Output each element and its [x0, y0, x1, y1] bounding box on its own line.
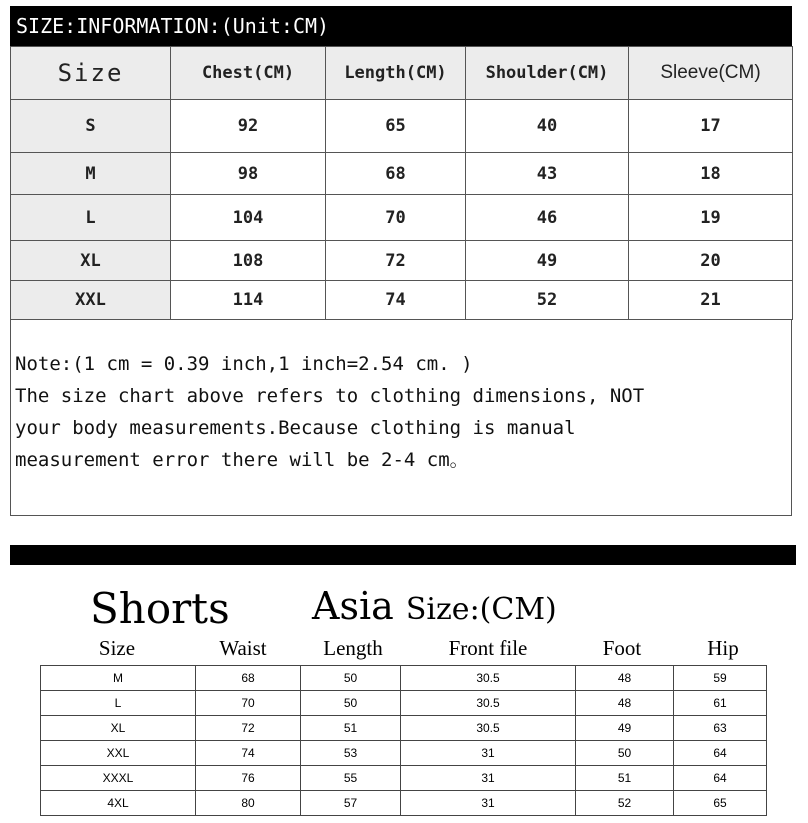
- column-header-hip: Hip: [707, 636, 739, 660]
- foot-cell: 50: [576, 741, 674, 766]
- hip-cell: 63: [674, 716, 767, 741]
- table-row: [41, 791, 767, 816]
- sleeve-cell: 21: [629, 281, 793, 320]
- length-cell: 51: [301, 716, 401, 741]
- size-cell: S: [11, 100, 171, 153]
- measurement-note: [10, 320, 792, 516]
- length-cell: 74: [326, 281, 466, 320]
- length-cell: 65: [326, 100, 466, 153]
- hip-cell: 59: [674, 666, 767, 691]
- asia-label: Asia: [312, 584, 394, 628]
- size-cell: M: [41, 666, 196, 691]
- sleeve-cell: 17: [629, 100, 793, 153]
- table-row: [11, 153, 793, 195]
- size-label: Size: [405, 592, 470, 627]
- column-header-size: Size: [98, 636, 136, 660]
- size-cell: XXL: [11, 281, 171, 320]
- column-header-sleeve: Sleeve(CM): [629, 47, 793, 100]
- length-cell: 70: [326, 195, 466, 241]
- foot-cell: 48: [576, 666, 674, 691]
- table-row: [11, 195, 793, 241]
- size-information-header: SIZE:INFORMATION:(Unit:CM): [10, 6, 792, 46]
- front-file-cell: 31: [401, 741, 576, 766]
- shoulder-cell: 52: [466, 281, 629, 320]
- hip-cell: 64: [674, 766, 767, 791]
- note-line: measurement error there will be 2-4 cm。: [15, 449, 469, 471]
- note-line: your body measurements.Because clothing is manual: [15, 417, 576, 439]
- tops-size-table: [10, 46, 793, 320]
- column-header-front-file: Front file: [448, 636, 528, 660]
- chest-cell: 114: [171, 281, 326, 320]
- size-cell: L: [41, 691, 196, 716]
- size-cell: L: [11, 195, 171, 241]
- size-cell: XL: [11, 241, 171, 281]
- length-cell: 55: [301, 766, 401, 791]
- waist-cell: 70: [196, 691, 301, 716]
- shoulder-cell: 43: [466, 153, 629, 195]
- size-cell: 4XL: [41, 791, 196, 816]
- chest-cell: 104: [171, 195, 326, 241]
- length-cell: 72: [326, 241, 466, 281]
- column-header-length: Length(CM): [326, 47, 466, 100]
- chest-cell: 92: [171, 100, 326, 153]
- asia-size-title: [312, 584, 557, 628]
- shoulder-cell: 40: [466, 100, 629, 153]
- table-row: [11, 241, 793, 281]
- chest-cell: 98: [171, 153, 326, 195]
- tops-header-row: [11, 47, 793, 100]
- column-header-size: Size: [11, 47, 171, 100]
- size-cell: XL: [41, 716, 196, 741]
- column-header-chest: Chest(CM): [171, 47, 326, 100]
- size-cell: XXL: [41, 741, 196, 766]
- waist-cell: 74: [196, 741, 301, 766]
- table-row: [41, 741, 767, 766]
- shoulder-cell: 46: [466, 195, 629, 241]
- section-divider: [10, 545, 796, 565]
- table-row: [41, 666, 767, 691]
- hip-cell: 61: [674, 691, 767, 716]
- foot-cell: 51: [576, 766, 674, 791]
- waist-cell: 80: [196, 791, 301, 816]
- front-file-cell: 31: [401, 791, 576, 816]
- chest-cell: 108: [171, 241, 326, 281]
- table-row: [41, 766, 767, 791]
- front-file-cell: 30.5: [401, 666, 576, 691]
- column-header-length: Length: [323, 636, 383, 660]
- waist-cell: 72: [196, 716, 301, 741]
- shorts-size-table: [40, 665, 767, 816]
- column-header-shoulder: Shoulder(CM): [466, 47, 629, 100]
- note-line: Note:(1 cm = 0.39 inch,1 inch=2.54 cm. ): [15, 353, 473, 375]
- shorts-title: Shorts: [90, 584, 230, 633]
- length-cell: 68: [326, 153, 466, 195]
- sleeve-cell: 18: [629, 153, 793, 195]
- waist-cell: 68: [196, 666, 301, 691]
- column-header-foot: Foot: [602, 636, 642, 660]
- table-row: [41, 716, 767, 741]
- table-row: [11, 100, 793, 153]
- unit-label: :(CM): [469, 592, 557, 627]
- size-cell: XXXL: [41, 766, 196, 791]
- foot-cell: 49: [576, 716, 674, 741]
- shorts-header-row: [40, 636, 766, 664]
- foot-cell: 48: [576, 691, 674, 716]
- length-cell: 50: [301, 666, 401, 691]
- length-cell: 57: [301, 791, 401, 816]
- shoulder-cell: 49: [466, 241, 629, 281]
- front-file-cell: 30.5: [401, 691, 576, 716]
- waist-cell: 76: [196, 766, 301, 791]
- front-file-cell: 31: [401, 766, 576, 791]
- length-cell: 50: [301, 691, 401, 716]
- tops-size-chart: [10, 6, 792, 516]
- hip-cell: 65: [674, 791, 767, 816]
- foot-cell: 52: [576, 791, 674, 816]
- sleeve-cell: 19: [629, 195, 793, 241]
- table-row: [11, 281, 793, 320]
- size-cell: M: [11, 153, 171, 195]
- note-line: The size chart above refers to clothing dimensions, NOT: [15, 385, 645, 407]
- column-header-waist: Waist: [219, 636, 267, 660]
- length-cell: 53: [301, 741, 401, 766]
- table-row: [41, 691, 767, 716]
- sleeve-cell: 20: [629, 241, 793, 281]
- front-file-cell: 30.5: [401, 716, 576, 741]
- hip-cell: 64: [674, 741, 767, 766]
